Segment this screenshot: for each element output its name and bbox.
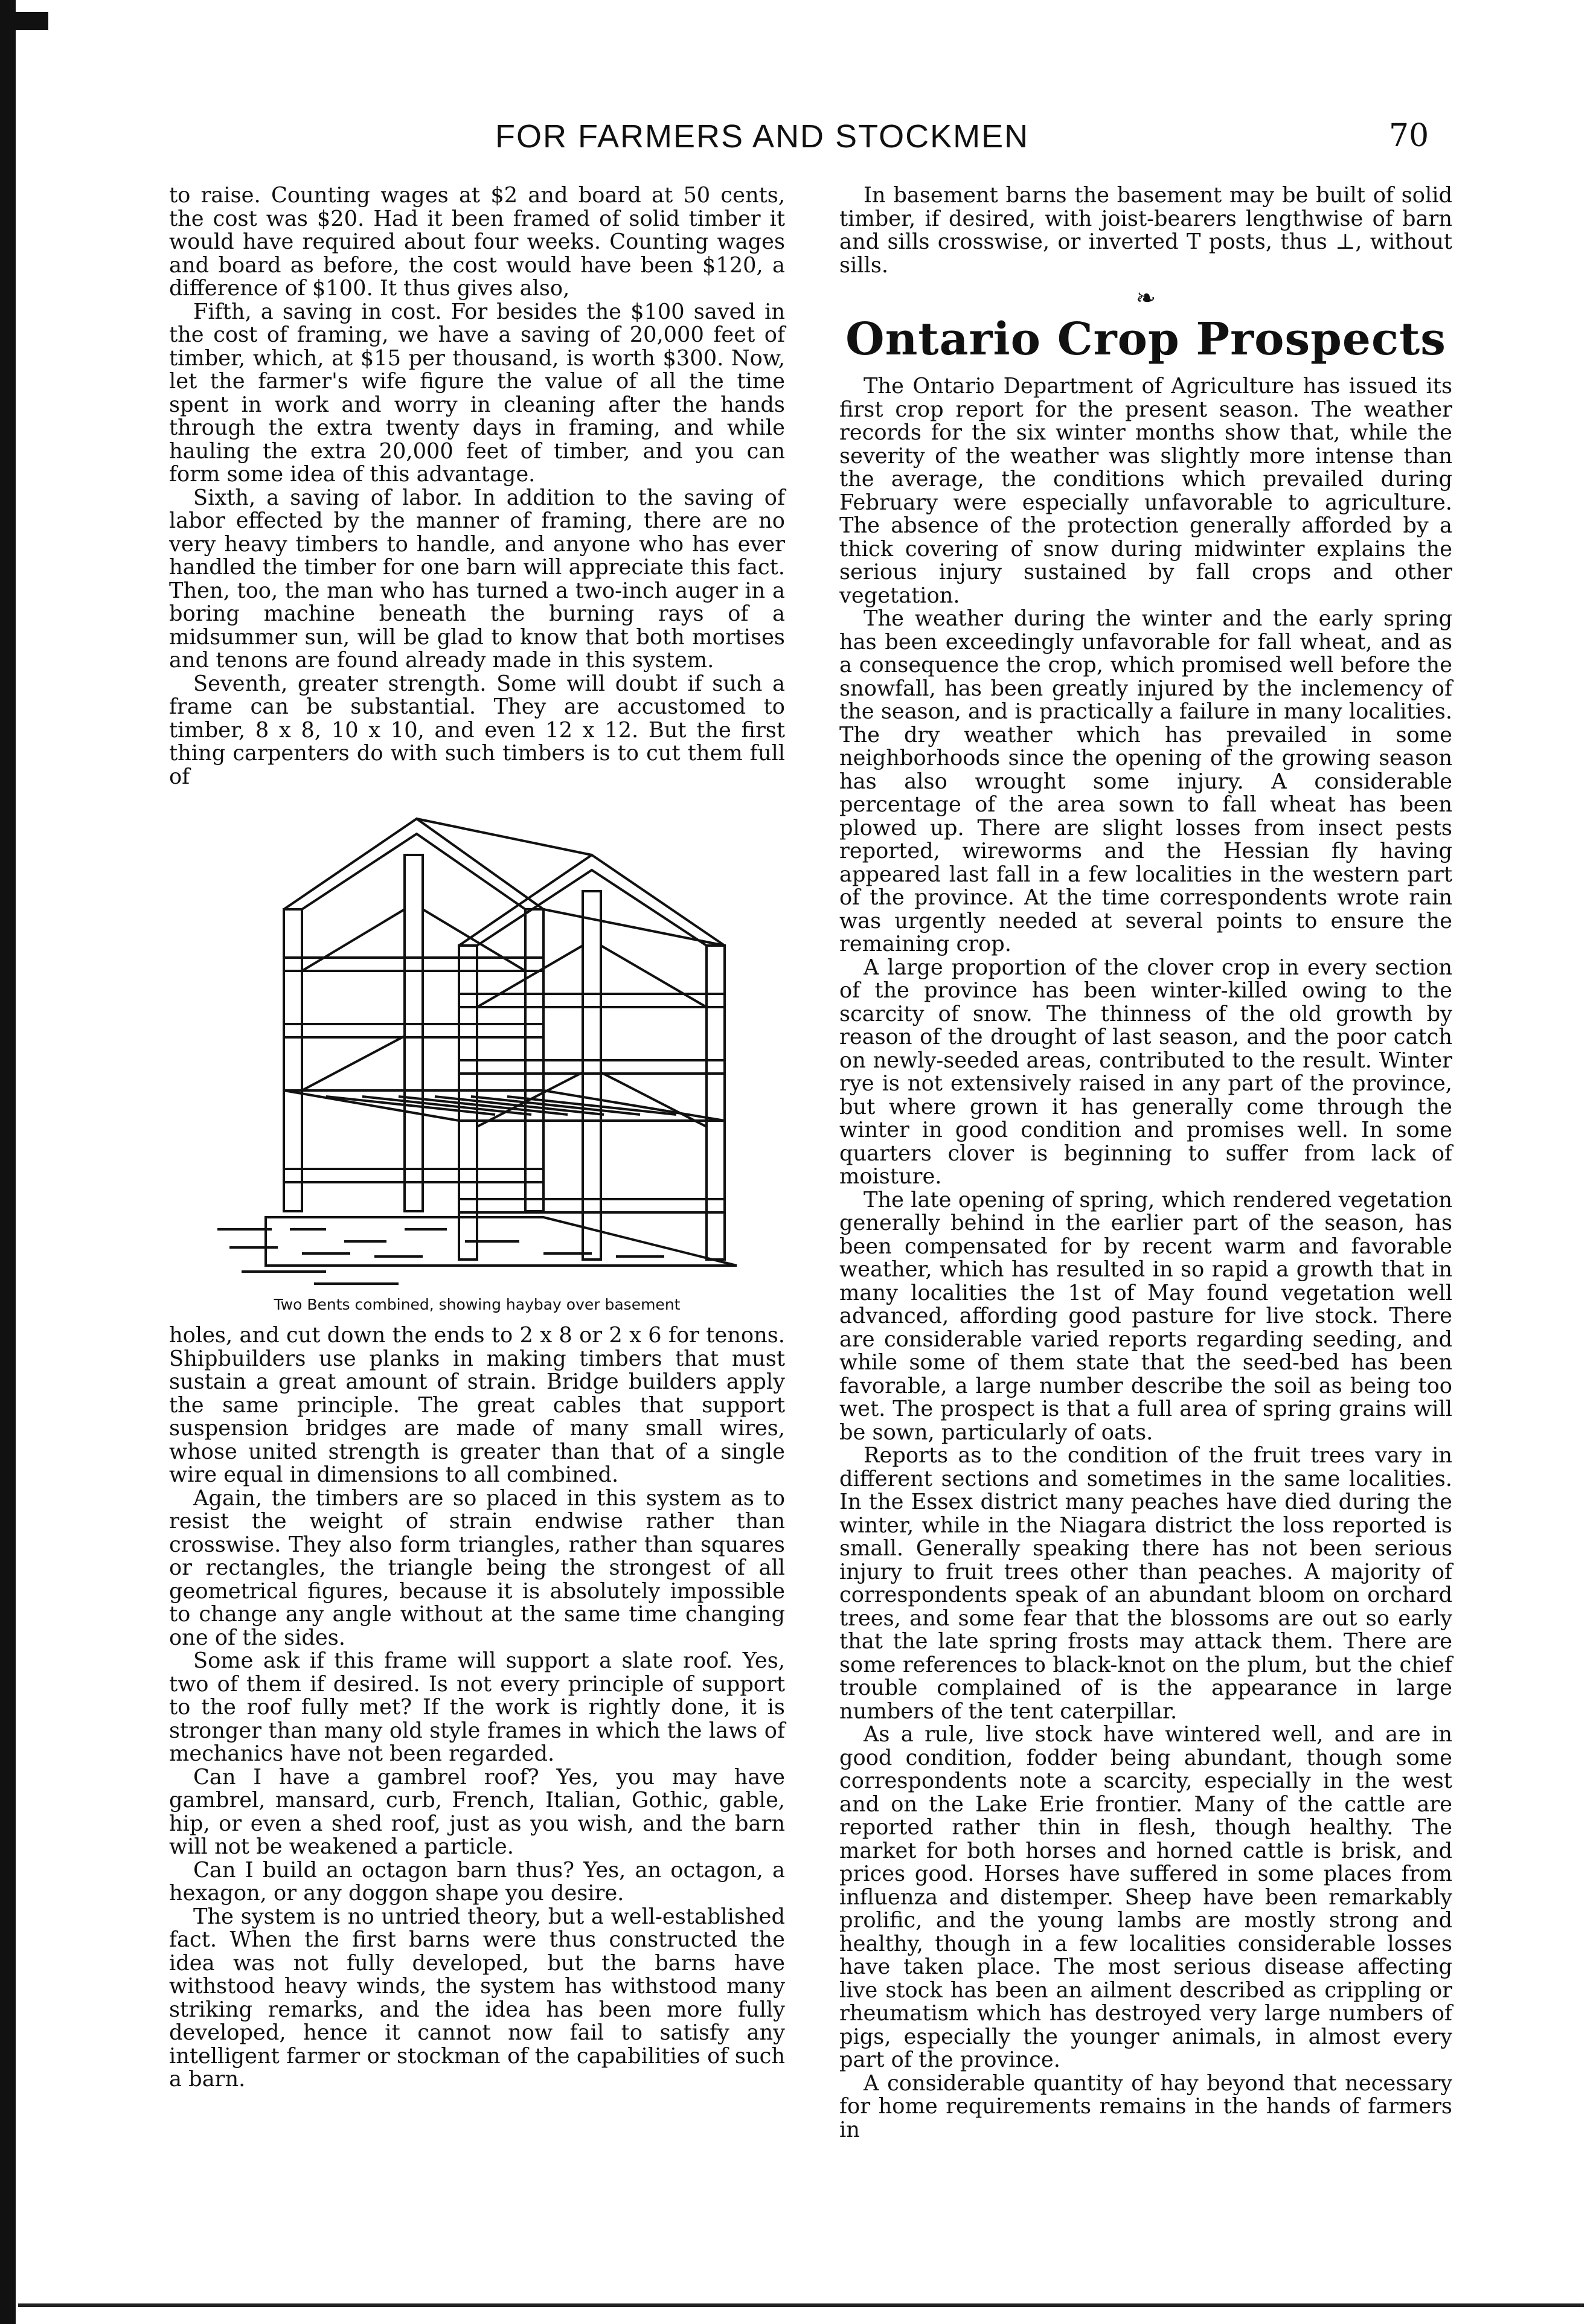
page-number: 70 <box>1389 118 1429 154</box>
paragraph: to raise. Counting wages at $2 and board at 50 cents, the cost was $20. Had it been framed of solid timber it would have required about four weeks. Counting wages and board as before, the cost would have been $120, a difference of $100. It thus gives also, <box>169 183 785 301</box>
page-binding-edge <box>0 0 16 2324</box>
right-column <box>839 184 1452 2142</box>
figure-caption: Two Bents combined, showing haybay over basement <box>274 1296 681 1313</box>
paragraph: The weather during the winter and the early spring has been exceedingly unfavorable for fall wheat, and as a consequence the crop, which promised well before the snowfall, has been greatly injured by the inclemency of the season, and is practically a failure in many localities. The dry weather which has prevailed in some neighborhoods since the opening of the growing season has also wrought some injury. A considerable percentage of the area sown to fall wheat has been plowed up. There are slight losses from insect pests reported, wireworms and the Hessian fly having appeared last fall in a few localities in the western part of the province. At the time correspondents wrote rain was urgently needed at several points to ensure the remaining crop. <box>839 606 1452 956</box>
paragraph: Reports as to the condition of the fruit trees vary in different sections and sometimes in the same localities. In the Essex district many peaches have died during the winter, while in the Niagara district the loss reported is small. Generally speaking there has not been serious injury to fruit trees other than peaches. A majority of correspondents speak of an abundant bloom on orchard trees, and some fear that the blossoms are out so early that the late spring frosts may attack them. There are some references to black-knot on the plum, but the chief trouble complained of is the appearance in large numbers of the tent caterpillar. <box>839 1443 1452 1724</box>
paragraph: Can I build an octagon barn thus? Yes, an octagon, a hexagon, or any doggon shape you desire. <box>169 1857 785 1906</box>
ornament-icon: ❧ <box>1135 284 1156 312</box>
paragraph: A considerable quantity of hay beyond that necessary for home requirements remains in the hands of farmers in <box>839 2070 1452 2142</box>
left-column <box>169 184 785 2092</box>
paragraph: Some ask if this frame will support a slate roof. Yes, two of them if desired. Is not every principle of support to the roof fully met? If the work is rightly done, it is stronger than many old style frames in which the laws of mechanics have not been regarded. <box>169 1648 785 1766</box>
paragraph: Can I have a gambrel roof? Yes, you may have gambrel, mansard, curb, French, Italian, Gothic, gable, hip, or even a shed roof, just as you wish, and the barn will not be weakened a particle. <box>169 1764 785 1859</box>
paragraph: In basement barns the basement may be built of solid timber, if desired, with joist-bearers lengthwise of barn and sills crosswise, or inverted T posts, thus ⊥, without sills. <box>839 183 1452 278</box>
paragraph: Seventh, greater strength. Some will doubt if such a frame can be substantial. They are accustomed to timber, 8 x 8, 10 x 10, and even 12 x 12. But the first thing carpenters do with such timbers is to cut them full of <box>169 671 785 789</box>
paragraph: The system is no untried theory, but a well-established fact. When the first barns were thus constructed the idea was not fully developed, but the barns have withstood heavy winds, the system has withstood many striking remarks, and the idea has been more fully developed, hence it cannot now fail to satisfy any intelligent farmer or stockman of the capabilities of such a barn. <box>169 1904 785 2092</box>
barn-frame-illustration <box>205 807 749 1290</box>
paragraph: Sixth, a saving of labor. In addition to the saving of labor effected by the manner of framing, there are no very heavy timbers to handle, and anyone who has ever handled the timber for one barn will appreciate this fact. Then, too, the man who has turned a two-inch auger in a boring machine beneath the burning rays of a midsummer sun, will be glad to know that both mortises and tenons are found already made in this system. <box>169 485 785 673</box>
paragraph: A large proportion of the clover crop in every section of the province has been winter-killed owing to the scarcity of snow. The thinness of the old growth by reason of the drought of last season, and the poor catch on newly-seeded areas, contributed to the result. Winter rye is not extensively raised in any part of the province, but where grown it has generally come through the winter in good condition and promises well. In some quarters clover is beginning to suffer from lack of moisture. <box>839 955 1452 1189</box>
paragraph: The late opening of spring, which rendered vegetation generally behind in the earlier part of the season, has been compensated for by recent warm and favorable weather, which has resulted in so rapid a growth that in many localities the 1st of May found vegetation well advanced, affording good pasture for live stock. There are considerable varied reports regarding seeding, and while some of them state that the seed-bed has been favorable, a large number describe the soil as being too wet. The prospect is that a full area of spring grains will be sown, particularly of oats. <box>839 1187 1452 1445</box>
paragraph: Again, the timbers are so placed in this system as to resist the weight of strain endwise rather than crosswise. They also form triangles, rather than squares or rectangles, the triangle being the strongest of all geometrical figures, because it is absolutely impossible to change any angle without at the same time changing one of the sides. <box>169 1485 785 1650</box>
barn-frame-figure <box>169 807 785 1313</box>
paragraph: The Ontario Department of Agriculture has issued its first crop report for the present season. The weather records for the six winter months show that, while the severity of the weather was slightly more intense than the average, the conditions which prevailed during February were especially unfavorable to agriculture. The absence of the protection generally afforded by a thick covering of snow during midwinter explains the serious injury sustained by fall crops and other vegetation. <box>839 374 1452 608</box>
paragraph: Fifth, a saving in cost. For besides the $100 saved in the cost of framing, we have a saving of 20,000 feet of timber, which, at $15 per thousand, is worth $300. Now, let the farmer's wife figure the value of all the time spent in work and worry in cleaning after the hands through the extra twenty days in framing, and while hauling the extra 20,000 feet of timber, and you can form some idea of this advantage. <box>169 299 785 487</box>
article-title: Ontario Crop Prospects <box>845 313 1446 365</box>
paragraph: holes, and cut down the ends to 2 x 8 or 2 x 6 for tenons. Shipbuilders use planks in making timbers that must sustain a great amount of strain. Bridge builders apply the same principle. The great cables that support suspension bridges are made of many small wires, whose united strength is greater than that of a single wire equal in dimensions to all combined. <box>169 1323 785 1487</box>
page-bottom-edge <box>18 2303 1584 2307</box>
paragraph: As a rule, live stock have wintered well, and are in good condition, fodder being abundant, though some correspondents note a scarcity, especially in the west and on the Lake Erie frontier. Many of the cattle are reported rather thin in flesh, though healthy. The market for both horses and horned cattle is brisk, and prices good. Horses have suffered in some places from influenza and distemper. Sheep have been remarkably prolific, and the young lambs are mostly strong and healthy, though in a few localities considerable losses have taken place. The most serious disease affecting live stock has been an ailment described as crippling or rheumatism which has destroyed very large numbers of pigs, especially the younger animals, in almost every part of the province. <box>839 1722 1452 2072</box>
running-head: FOR FARMERS AND STOCKMEN <box>495 118 1030 155</box>
binding-cap <box>0 12 48 30</box>
